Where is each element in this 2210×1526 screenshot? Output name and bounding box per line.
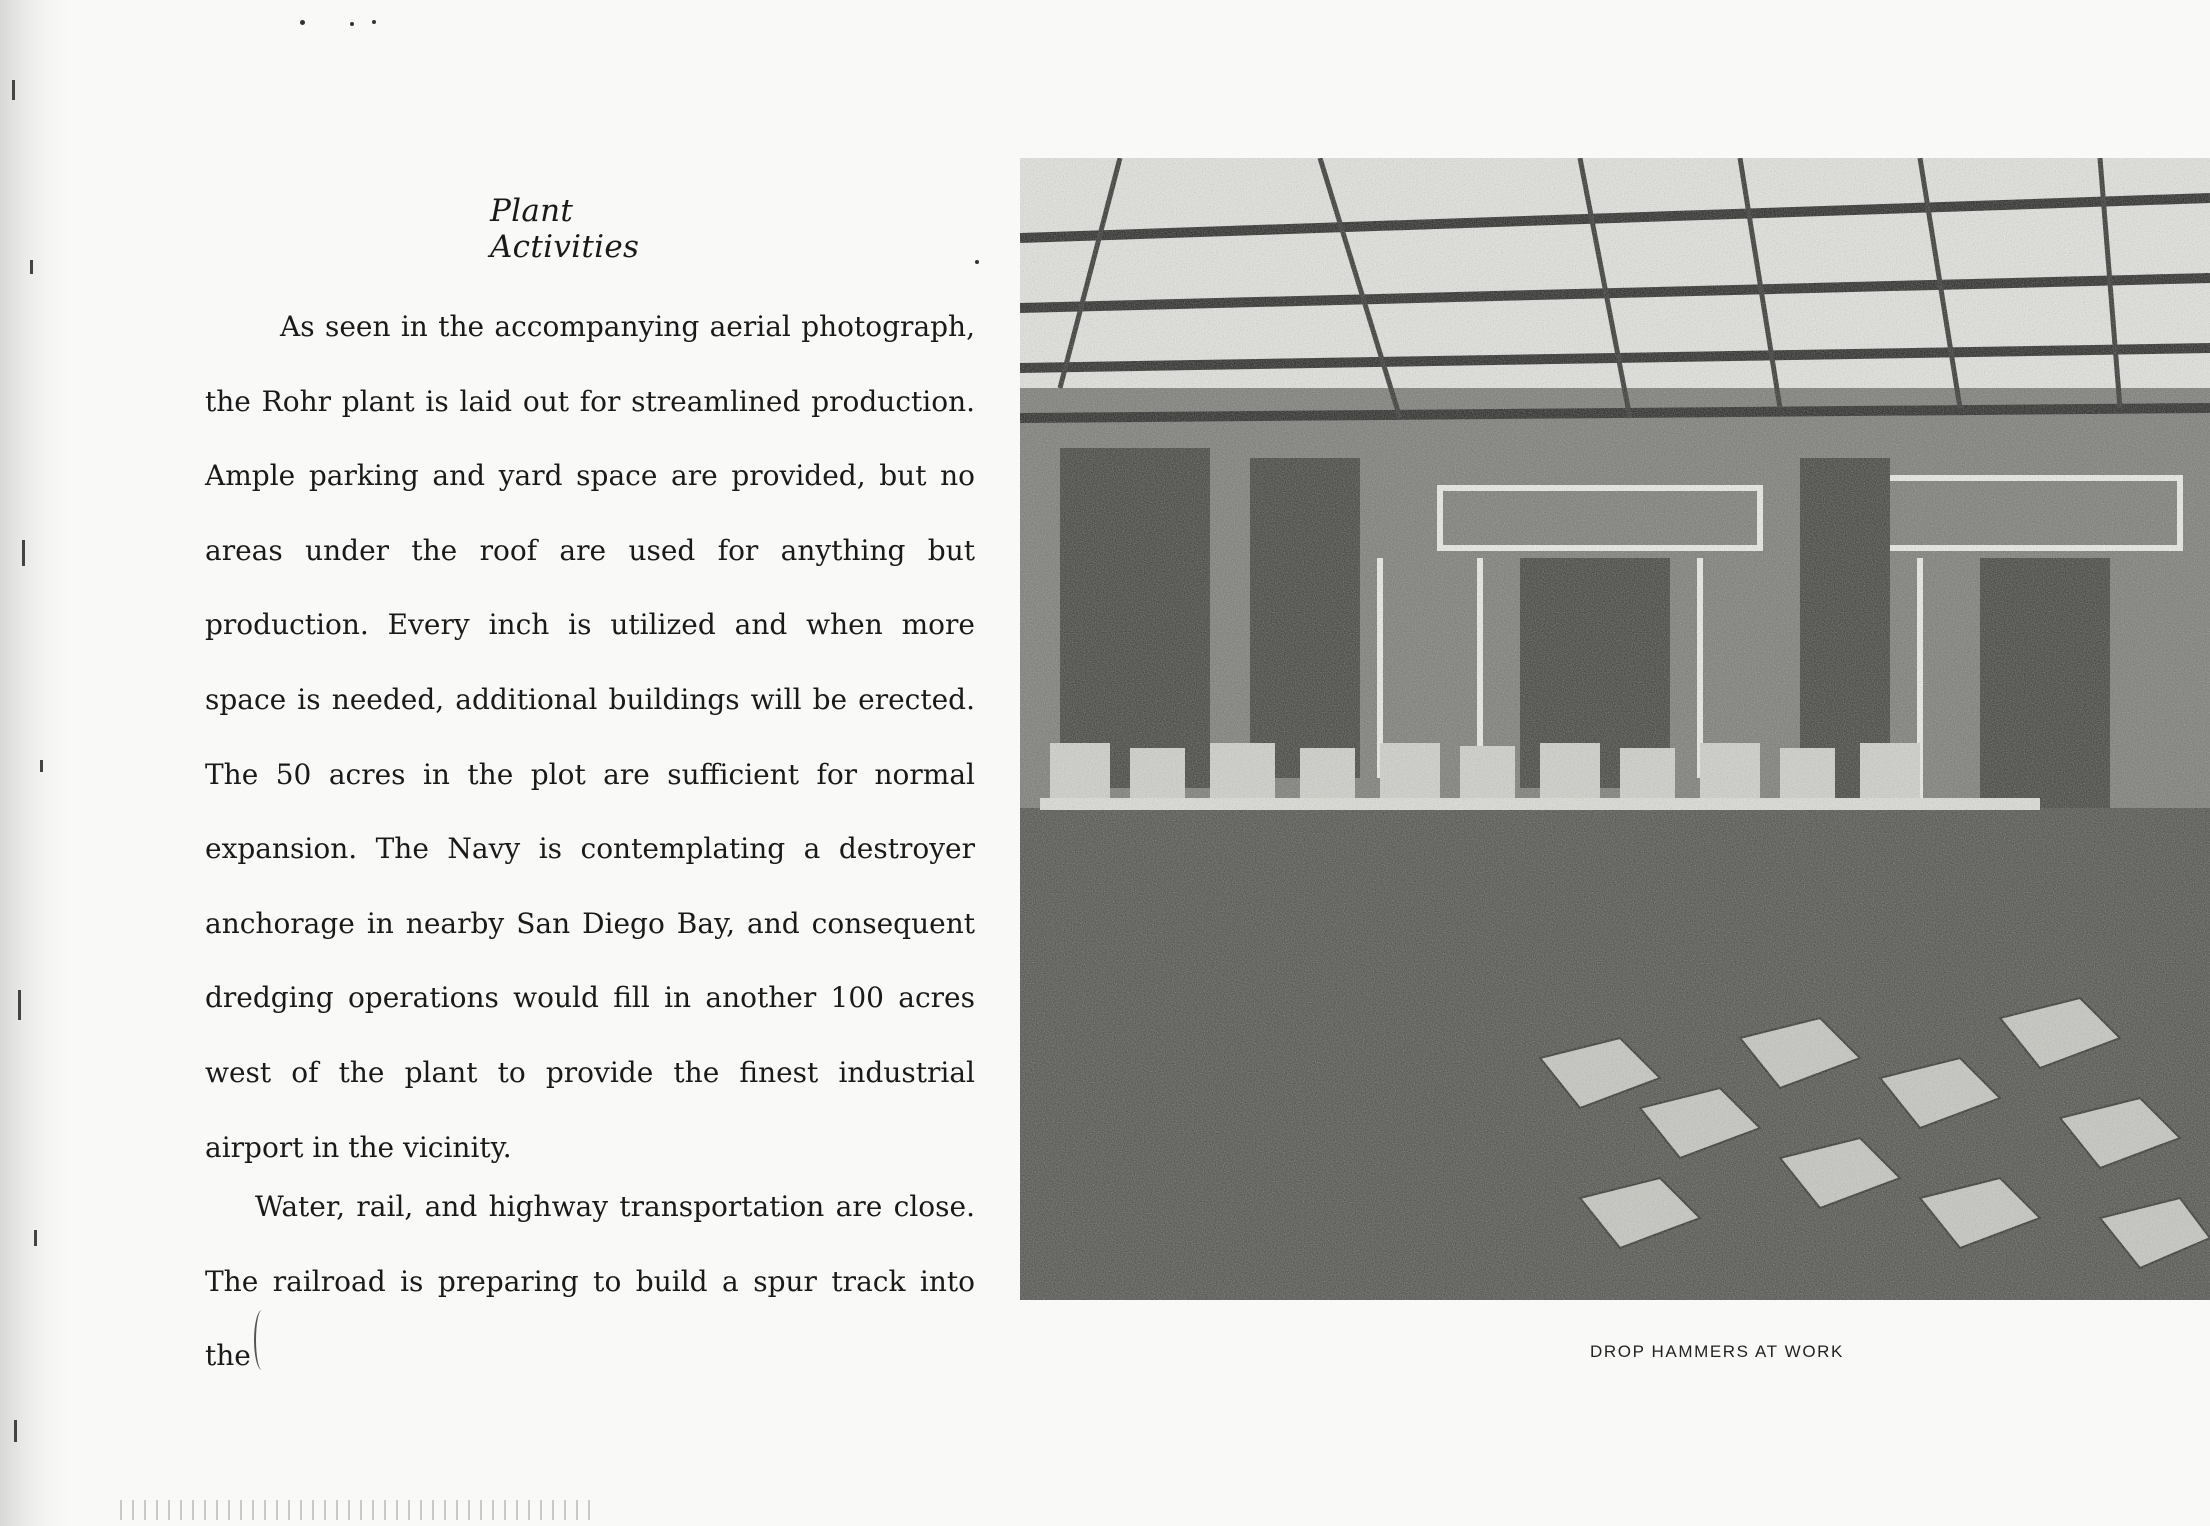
section-heading: Plant Activities (490, 193, 640, 265)
paragraph-text: As seen in the accompanying aerial photograph, the Rohr plant is laid out for streamlined production. Ample parking and yard space are provided, but no areas under the roof are used for anything but production. Every inch is utilized and when more space is needed, additional buildings will be erected. The 50 acres in the plot are sufficient for normal expansion. The Navy is contemplating a destroyer anchorage in nearby San Diego Bay, and consequent dredging operations would fill in another 100 acres west of the plant to provide the finest industrial airport in the vicinity. (205, 310, 975, 1164)
page-speck (372, 20, 376, 24)
page-binding-edge (0, 0, 70, 1526)
paragraph-text: Water, rail, and highway transportation are close. The railroad is preparing to build a spur track into the (205, 1190, 975, 1373)
body-paragraph-2 (205, 1170, 975, 1394)
page-speck (975, 260, 979, 264)
page-speck (350, 22, 354, 26)
pencil-mark (254, 1310, 270, 1370)
page-specks (120, 1500, 600, 1520)
page-speck (300, 20, 305, 25)
factory-photo (1020, 158, 2210, 1300)
photo-caption: DROP HAMMERS AT WORK (1590, 1342, 1844, 1361)
body-paragraph-1 (205, 290, 975, 1185)
